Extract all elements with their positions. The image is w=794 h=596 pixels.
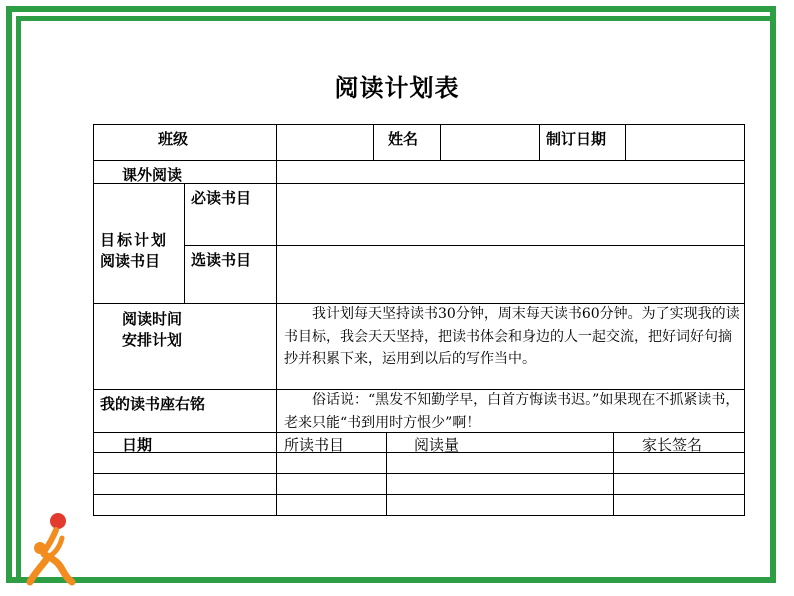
log-amount-header: 阅读量: [414, 436, 460, 454]
schedule-label-line1: 阅读时间: [122, 310, 183, 328]
schedule-label-line2: 安排计划: [122, 331, 183, 349]
goal-label-line2: 阅读书目: [100, 252, 161, 270]
log-book-header: 所读书目: [284, 436, 345, 454]
name-label: 姓名: [388, 130, 419, 148]
log-date-header: 日期: [122, 436, 153, 454]
goal-label-line1: 目标计划: [100, 231, 169, 249]
optional-books-label: 选读书目: [191, 251, 252, 269]
schedule-text: 我计划每天坚持读书30分钟，周末每天读书60分钟。为了实现我的读书目标，我会天天坚持，把读书体会和身边的人一起交流，把好词好句摘抄并积累下来，运用到以后的写作当中。: [284, 306, 740, 367]
motto-text: 俗话说：“黑发不知勤学早，白首方悔读书迟。”如果现在不抓紧读书，老来只能“书到用时方恨少”啊！: [284, 392, 740, 431]
date-made-label: 制订日期: [546, 130, 607, 148]
log-signature-header: 家长签名: [642, 436, 703, 454]
page-title: 阅读计划表: [334, 74, 460, 102]
extracurricular-label: 课外阅读: [122, 166, 183, 184]
mascot-logo-icon: [26, 512, 78, 588]
class-label: 班级: [158, 130, 189, 148]
required-books-label: 必读书目: [191, 189, 252, 207]
motto-label: 我的读书座右铭: [100, 395, 206, 413]
